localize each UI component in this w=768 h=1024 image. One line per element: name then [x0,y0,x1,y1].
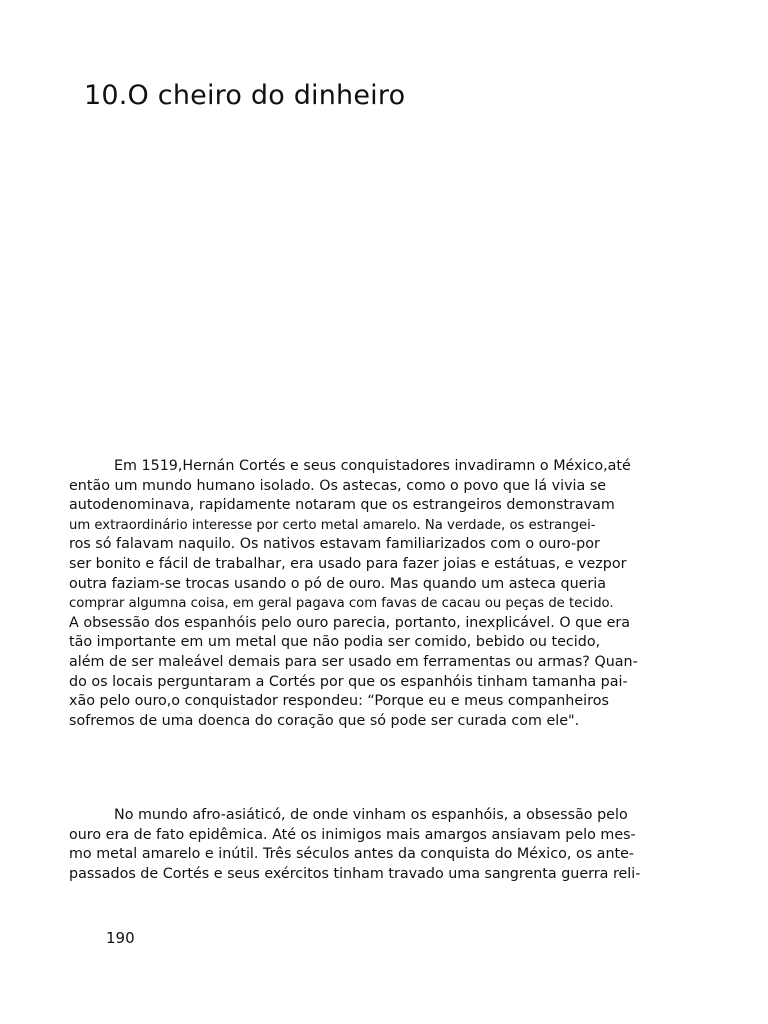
text-line: tão importante em um metal que não podia ser comido, bebido ou tecido, [69,634,601,651]
paragraph-1 [69,457,709,731]
text-line: comprar algumna coisa, em geral pagava com favas de cacau ou peças de tecido. [69,596,614,612]
text-line: Em 1519,Hernán Cortés e seus conquistadores invadiramn o México,até [114,458,631,474]
page-number: 190 [106,929,135,947]
text-line: passados de Cortés e seus exércitos tinham travado uma sangrenta guerra reli- [69,865,641,882]
text-line: além de ser maleável demais para ser usado em ferramentas ou armas? Quan- [69,653,638,670]
paragraph-2 [69,806,709,884]
text-line: sofremos de uma doenca do coração que só pode ser curada com ele". [69,712,580,729]
text-line: outra faziam-se trocas usando o pó de ouro. Mas quando um asteca queria [69,575,607,592]
text-line: então um mundo humano isolado. Os astecas, como o povo que lá vivia se [69,477,607,494]
text-line: um extraordinário interesse por certo metal amarelo. Na verdade, os estrangei- [69,517,596,533]
text-line: ser bonito e fácil de trabalhar, era usado para fazer joias e estátuas, e vezpor [69,555,627,572]
chapter-title: 10.O cheiro do dinheiro [84,80,406,111]
text-line: ouro era de fato epidêmica. Até os inimigos mais amargos ansiavam pelo mes- [69,826,636,843]
text-line: A obsessão dos espanhóis pelo ouro parecia, portanto, inexplicável. O que era [69,614,631,631]
text-line: autodenominava, rapidamente notaram que os estrangeiros demonstravam [69,497,615,514]
text-line: ros só falavam naquilo. Os nativos estavam familiarizados com o ouro-por [69,536,600,553]
text-line: xão pelo ouro,o conquistador respondeu: “Porque eu e meus companheiros [69,693,609,710]
text-line: do os locais perguntaram a Cortés por que os espanhóis tinham tamanha pai- [69,673,628,690]
text-line: No mundo afro-asiáticó, de onde vinham os espanhóis, a obsessão pelo [114,807,628,823]
text-line: mo metal amarelo e inútil. Três séculos antes da conquista do México, os ante- [69,846,635,863]
